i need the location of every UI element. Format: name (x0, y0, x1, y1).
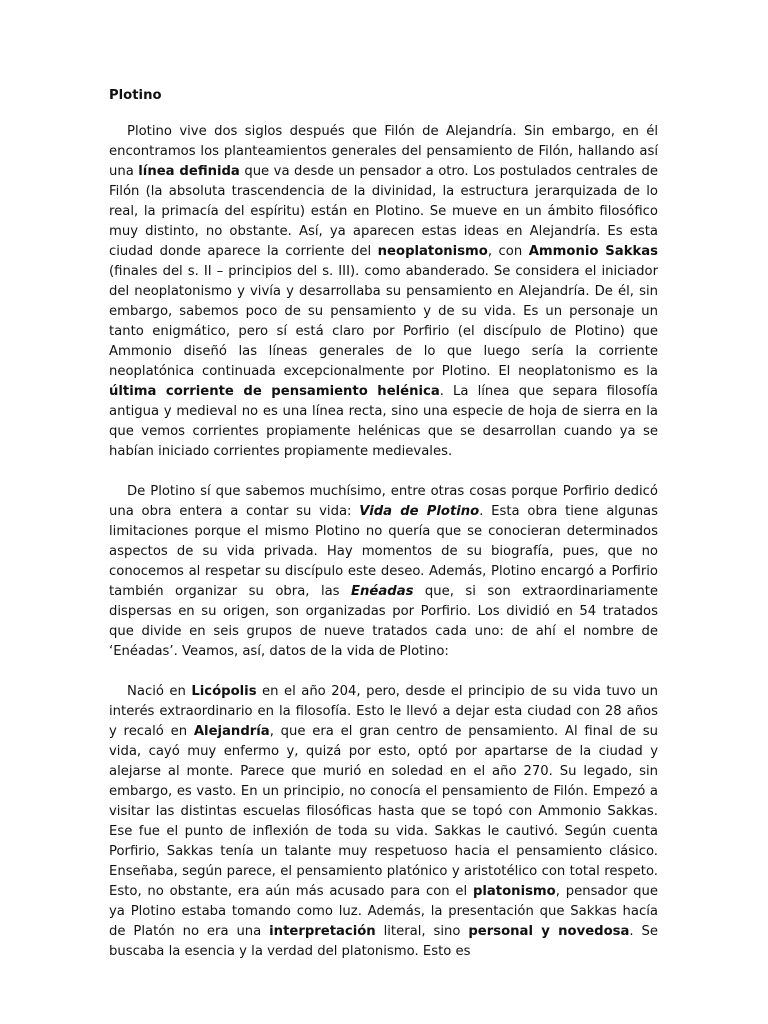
body-text: De Plotino sí que sabemos muchísimo, entre otras cosas porque Porfirio dedicó una obra entera a contar su vida: (109, 484, 658, 519)
body-text: . Se buscaba la esencia y la verdad del platonismo. Esto es (109, 924, 658, 959)
body-text: , con (487, 244, 529, 259)
emphasis-text: Licópolis (191, 684, 257, 699)
body-text: en el año 204, pero, desde el principio de su vida tuvo un interés extraordinario en la filosofía. Esto le llevó a dejar esta ciudad con 28 años y recaló en (109, 684, 658, 739)
emphasis-text: Ammonio Sakkas (528, 244, 658, 259)
body-text: Nació en (127, 684, 192, 699)
emphasis-text: Alejandría (193, 724, 270, 739)
emphasis-text: neoplatonismo (377, 244, 488, 259)
emphasis-text: Enéadas (351, 584, 414, 599)
document-title: Plotino (109, 88, 162, 103)
body-text: , que era el gran centro de pensamiento. Al final de su vida, cayó muy enfermo y, quizá por esto, optó por apartarse de la ciudad y alejarse al monte. Parece que murió en soledad en el año 270. Su legado, sin embargo, es vasto. En un principio, no conocía el pensamiento de Filón. Empezó a visitar las distintas escuelas filosóficas hasta que se topó con Ammonio Sakkas. Ese fue el punto de inflexión de toda su vida. Sakkas le cautivó. Según cuenta Porfirio, Sakkas tenía un talante muy respetuoso hacia el pensamiento clásico. Enseñaba, según parece, el pensamiento platónico y aristotélico con total respeto. Esto, no obstante, era aún más acusado para con el (109, 724, 658, 899)
paragraph (109, 482, 658, 662)
paragraph (109, 122, 658, 462)
body-text: literal, sino (375, 924, 469, 939)
emphasis-text: última corriente de pensamiento helénica (109, 384, 440, 399)
body-text: (finales del s. II – principios del s. III). como abanderado. Se considera el iniciador del neoplatonismo y vivía y desarrollaba su pensamiento en Alejandría. De él, sin embargo, sabemos poco de su pensamiento y de su vida. Es un personaje un tanto enigmático, pero sí está claro por Porfirio (el discípulo de Plotino) que Ammonio diseñó las líneas generales de lo que luego sería la corriente neoplatónica continuada excepcionalmente por Plotino. El neoplatonismo es la (109, 264, 658, 379)
body-text: , pensador que ya Plotino estaba tomando como luz. Además, la presentación que Sakkas hacía de Platón no era una (109, 884, 658, 939)
paragraph (109, 682, 658, 962)
emphasis-text: personal y novedosa (468, 924, 630, 939)
body-text: Plotino vive dos siglos después que Filón de Alejandría. Sin embargo, en él encontramos los planteamientos generales del pensamiento de Filón, hallando así una (109, 124, 658, 179)
body-text: que va desde un pensador a otro. Los postulados centrales de Filón (la absoluta trascendencia de la divinidad, la estructura jerarquizada de lo real, la primacía del espíritu) están en Plotino. Se mueve en un ámbito filosófico muy distinto, no obstante. Así, ya aparecen estas ideas en Alejandría. Es esta ciudad donde aparece la corriente del (109, 164, 658, 259)
emphasis-text: platonismo (472, 884, 556, 899)
body-text: . La línea que separa filosofía antigua y medieval no es una línea recta, sino una especie de hoja de sierra en la que vemos corrientes propiamente helénicas que se desarrollan cuando ya se habían iniciado corrientes propiamente medievales. (109, 384, 658, 459)
body-text: que, si son extraordinariamente dispersas en su origen, son organizadas por Porfirio. Los dividió en 54 tratados que divide en seis grupos de nueve tratados cada uno: de ahí el nombre de ‘Enéadas’. Veamos, así, datos de la vida de Plotino: (109, 584, 658, 659)
emphasis-text: interpretación (269, 924, 376, 939)
emphasis-text: Vida de Plotino (359, 504, 480, 519)
body-text: . Esta obra tiene algunas limitaciones porque el mismo Plotino no quería que se conocieran determinados aspectos de su vida privada. Hay momentos de su biografía, pues, que no conocemos al respetar su discípulo este deseo. Además, Plotino encargó a Porfirio también organizar su obra, las (109, 504, 659, 599)
emphasis-text: línea definida (138, 164, 240, 179)
